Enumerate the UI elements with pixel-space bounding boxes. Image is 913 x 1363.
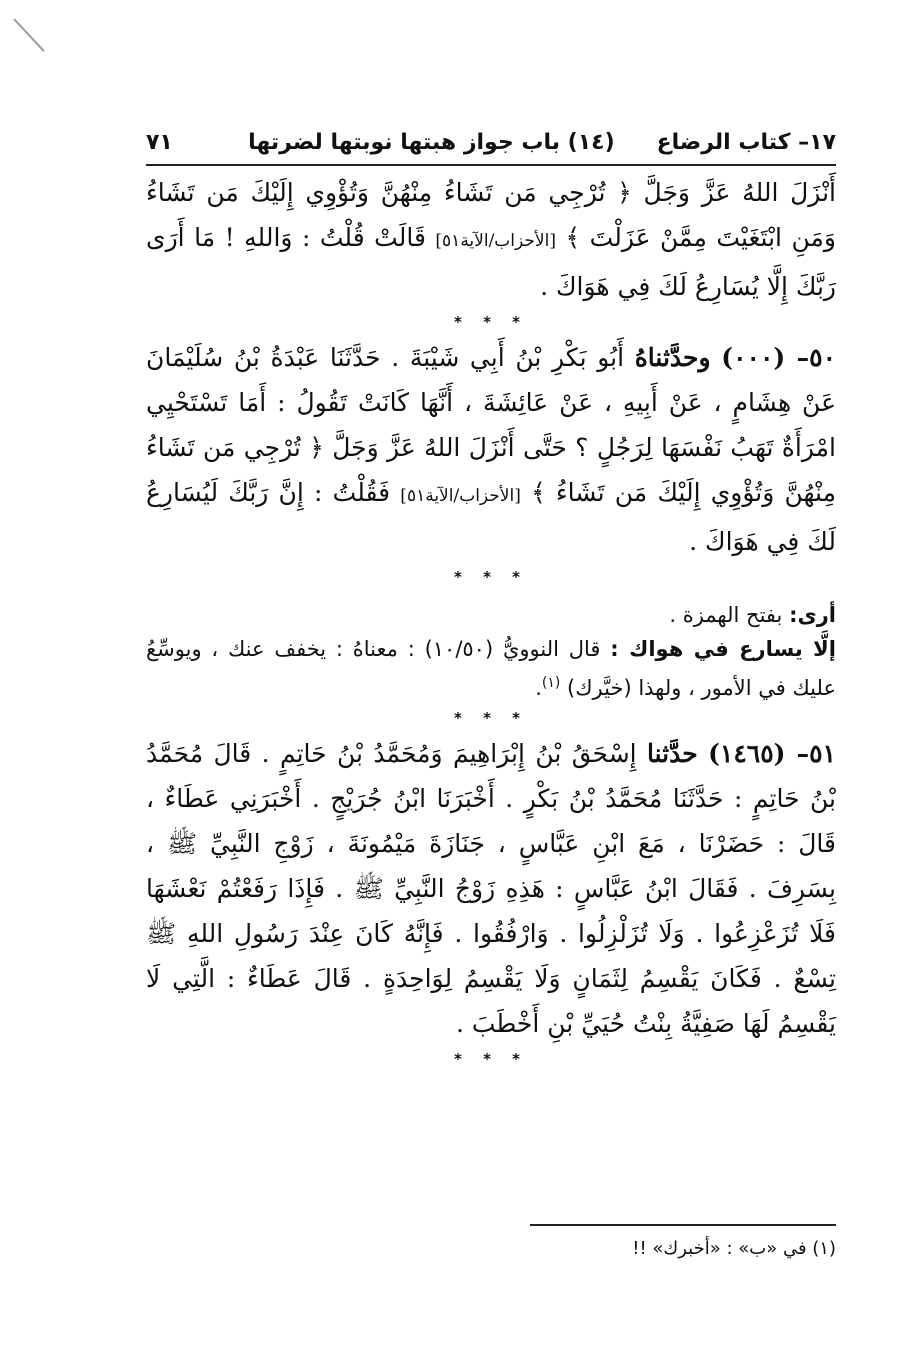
running-header — [146, 124, 836, 160]
sanad-head: وحدَّثناهُ — [634, 343, 711, 372]
hadith-number: ٥٠– (٠٠٠) — [721, 343, 836, 372]
separator: * * * — [454, 313, 528, 331]
main-text — [146, 170, 836, 1072]
separator: * * * — [454, 709, 528, 727]
continuation-text-2: قَالَتْ قُلْتُ : وَاللهِ ! مَا أَرَى رَبَّكَ إِلَّا يُسَارِعُ لَكَ فِي هَوَاكَ . — [146, 223, 836, 301]
note-item — [146, 632, 836, 705]
note-text: بفتح الهمزة . — [669, 603, 783, 627]
header-titles — [248, 130, 836, 155]
scan-mark — [13, 18, 44, 52]
footnote-rule — [530, 1224, 836, 1226]
separator: * * * — [454, 1050, 528, 1068]
hadith-50 — [146, 335, 836, 564]
hadith-text: أَبُو بَكْرِ بْنُ أَبِي شَيْبَةَ . حَدَّثَنَا عَبْدَةُ بْنُ سُلَيْمَانَ عَنْ هِشَامٍ ، عَنْ أَبِيهِ ، عَنْ عَائِشَةَ ، أَنَّهَا كَانَتْ تَقُولُ : أَمَا تَسْتَحْيِي امْرَأَةٌ تَهَبُ نَفْسَهَا لِرَجُلٍ ؟ حَتَّى أَنْزَلَ اللهُ عَزَّ وَجَلَّ ﴿ تُرْجِي مَن تَشَاءُ مِنْهُنَّ وَتُؤْوِي إِلَيْكَ مَن تَشَاءُ ﴾ — [146, 343, 836, 507]
note-term: أرى: — [789, 603, 836, 627]
page-number: ٧١ — [146, 129, 173, 155]
header-rule — [146, 164, 836, 166]
footnote-marker: (١) — [541, 675, 561, 691]
continuation-text: أَنْزَلَ اللهُ عَزَّ وَجَلَّ ﴿ تُرْجِي مَن تَشَاءُ مِنْهُنَّ وَتُؤْوِي إِلَيْكَ مَن تَشَاءُ وَمَنِ ابْتَغَيْتَ مِمَّنْ عَزَلْتَ ﴾ — [146, 178, 836, 252]
note-text: قال النوويُّ (١٠/٥٠) : معناهُ : يخفف عنك ، ويوسِّعُ عليك في الأمور ، ولهذا (خيَّرك) — [146, 637, 836, 700]
separator: * * * — [454, 568, 528, 586]
note-tail: . — [535, 676, 542, 700]
continuation-paragraph — [146, 170, 836, 309]
sanad-head: حدَّثنا — [646, 739, 698, 768]
hadith-text-2: فَقُلْتُ : إِنَّ رَبَّكَ لَيُسَارِعُ لَكَ فِي هَوَاكَ . — [146, 478, 836, 556]
quran-reference: [الأحزاب/الآية٥١] — [400, 486, 521, 506]
note-item — [146, 598, 836, 632]
hadith-number: ٥١– (١٤٦٥) — [708, 739, 836, 768]
hadith-text: إِسْحَقُ بْنُ إِبْرَاهِيمَ وَمُحَمَّدُ بْنُ حَاتِمٍ . قَالَ مُحَمَّدُ بْنُ حَاتِمٍ : حَدَّثَنَا مُحَمَّدُ بْنُ بَكْرٍ . أَخْبَرَنَا ابْنُ جُرَيْجٍ . أَخْبَرَنِي عَطَاءٌ ، قَالَ : حَضَرْنَا ، مَعَ ابْنِ عَبَّاسٍ ، جَنَازَةَ مَيْمُونَةَ ، زَوْجِ النَّبِيِّ ﷺ ، بِسَرِفَ . فَقَالَ ابْنُ عَبَّاسٍ : هَذِهِ زَوْجُ النَّبِيِّ ﷺ . فَإِذَا رَفَعْتُمْ نَعْشَهَا فَلَا تُزَعْزِعُوا . وَلَا تُزَلْزِلُوا . وَارْفُقُوا . فَإِنَّهُ كَانَ عِنْدَ رَسُولِ اللهِ ﷺ تِسْعٌ . فَكَانَ يَقْسِمُ لِثَمَانٍ وَلَا يَقْسِمُ لِوَاحِدَةٍ . قَالَ عَطَاءٌ : الَّتِي لَا يَقْسِمُ لَهَا صَفِيَّةُ بِنْتُ حُيَيِّ بْنِ أَخْطَبَ . — [146, 739, 836, 1038]
chapter-title: ١٧– كتاب الرضاع — [656, 129, 836, 155]
hadith-51 — [146, 731, 836, 1046]
section-title: (١٤) باب جواز هبتها نوبتها لضرتها — [248, 129, 615, 155]
note-term: إلَّا يسارع في هواك : — [610, 637, 836, 661]
quran-reference: [الأحزاب/الآية٥١] — [435, 231, 556, 251]
commentary — [146, 598, 836, 705]
footnote: (١) في «ب» : «أخبرك» !! — [632, 1238, 836, 1259]
